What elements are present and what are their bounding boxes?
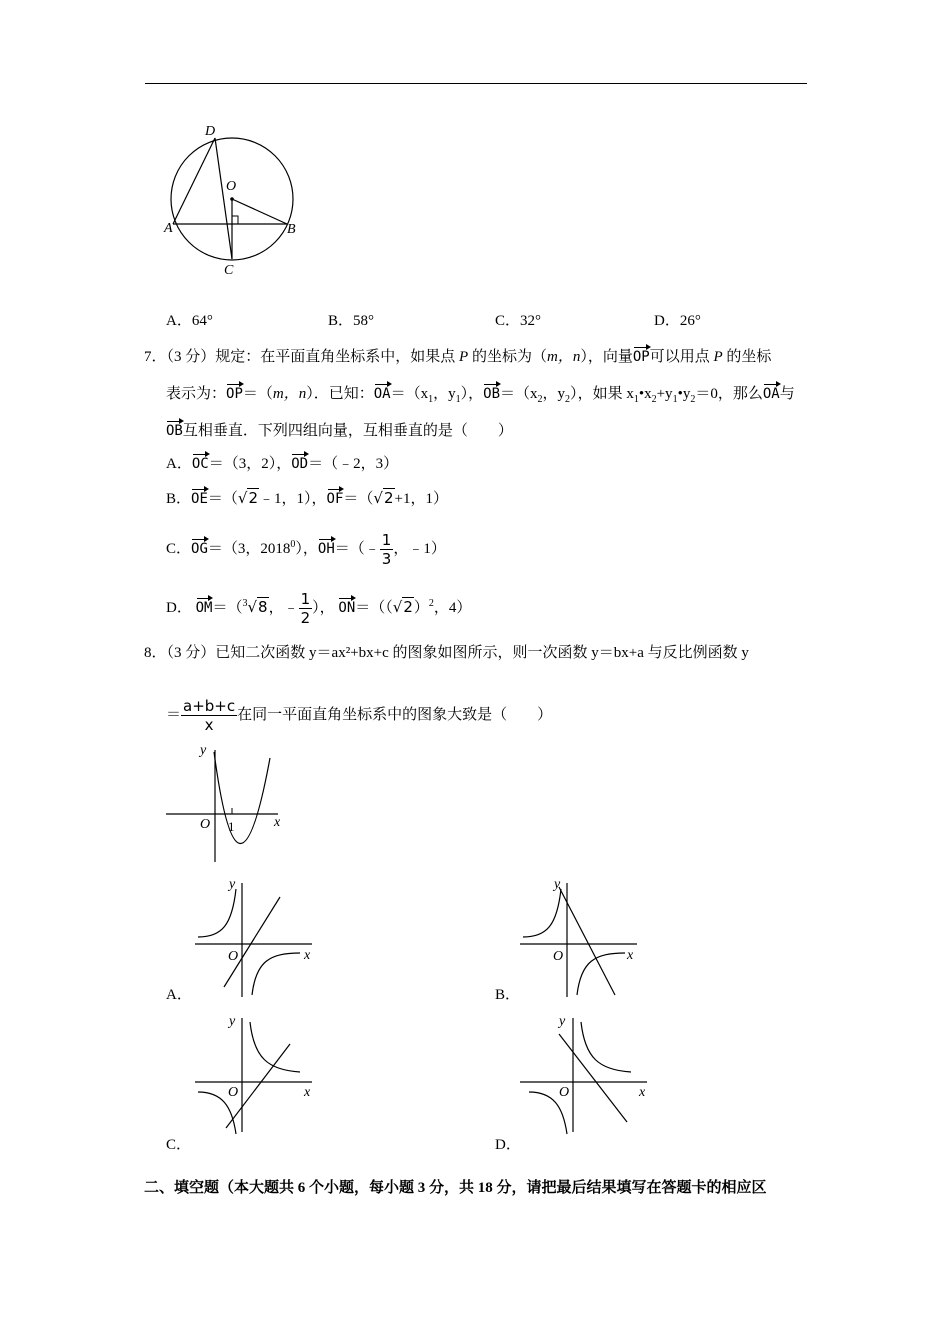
q8-line1: 8．（3 分）已知二次函数 y＝ax²+bx+c 的图象如图所示，则一次函数 y＝bx+a 与反比例函数 y	[144, 645, 749, 661]
label-o: O	[226, 179, 237, 194]
label-1: 1	[228, 819, 235, 834]
label-y: y	[554, 877, 561, 892]
label-y: y	[229, 1014, 236, 1029]
graph-option-b	[515, 875, 645, 1000]
hyperbola-upper-left	[523, 889, 561, 937]
right-angle-mark	[232, 216, 238, 224]
parabola-curve	[214, 752, 270, 844]
label-d: D	[205, 124, 216, 139]
circle-figure	[160, 118, 340, 278]
q7-option-a: A．OC＝（3，2），OD＝（﹣2，3）	[166, 452, 398, 474]
label-o: O	[200, 817, 211, 832]
label-o: O	[559, 1085, 570, 1100]
q8-option-a: A．	[166, 987, 192, 1003]
q6-option-b: B．58°	[328, 313, 375, 329]
label-o: O	[553, 949, 564, 964]
label-y: y	[559, 1014, 566, 1029]
q7-option-d: D． OM＝（$^3$√8，﹣ $\frac{1}{2}$ ）， $ON=((√2)^2$，4）	[166, 590, 472, 628]
q8-option-c: C．	[166, 1137, 192, 1153]
label-y: y	[229, 877, 236, 892]
header-rule	[145, 83, 807, 84]
segment-ob	[232, 199, 287, 224]
q7-option-c: C．OG＝（3，2018$^0$），OH＝（﹣ $\frac{1}{3}$ ，﹣1）	[166, 531, 446, 569]
label-c: C	[224, 263, 234, 278]
label-o: O	[228, 1085, 239, 1100]
parabola-figure	[160, 742, 295, 867]
q8-option-b: B．	[495, 987, 521, 1003]
label-x: x	[304, 948, 311, 963]
hyperbola-upper-right	[581, 1022, 631, 1072]
section-heading: 二、填空题（本大题共 6 个小题，每小题 3 分，共 18 分，请把最后结果填写在答题卡的相应区	[144, 1180, 767, 1196]
q6-option-d: D．26°	[654, 313, 701, 329]
hyperbola-lower-right	[252, 953, 300, 995]
label-a: A	[164, 221, 173, 236]
graph-option-d	[515, 1010, 660, 1135]
q8-option-d: D．	[495, 1137, 521, 1153]
label-x: x	[274, 815, 281, 830]
graph-option-c	[190, 1010, 320, 1135]
label-x: x	[627, 948, 634, 963]
hyperbola-upper-left	[198, 889, 236, 937]
line-graph	[559, 1034, 627, 1122]
q7-line1: 7．（3 分）规定：在平面直角坐标系中，如果点 P 的坐标为（m，n），向量OP可以用点 P 的坐标	[144, 345, 771, 367]
label-o: O	[228, 949, 239, 964]
graph-option-a	[190, 875, 320, 1000]
q7-line3: OB互相垂直．下列四组向量，互相垂直的是（ ）	[166, 419, 513, 441]
center-point	[230, 197, 234, 201]
label-y: y	[200, 743, 207, 758]
q6-option-c: C．32°	[495, 313, 542, 329]
label-x: x	[639, 1085, 646, 1100]
label-b: B	[287, 222, 296, 237]
q6-option-a: A．64°	[166, 313, 213, 329]
q8-line2: ＝ $\frac{a+b+c}{x}$ 在同一平面直角坐标系中的图象大致是（ ）	[166, 697, 553, 735]
q7-option-b: B．OE＝（√2﹣1，1），OF＝（√2+1，1）	[166, 489, 448, 507]
chord-dc	[215, 138, 232, 259]
hyperbola-lower-right	[577, 953, 625, 995]
q7-line2: 表示为：OP＝（m，n）．已知：$OA=(x_1$，$y_1$），$OB=(x_2$，$y_2$），如果 $x_1•x_2+y_1•y_2=0$，那么OA与	[166, 382, 795, 410]
label-x: x	[304, 1085, 311, 1100]
